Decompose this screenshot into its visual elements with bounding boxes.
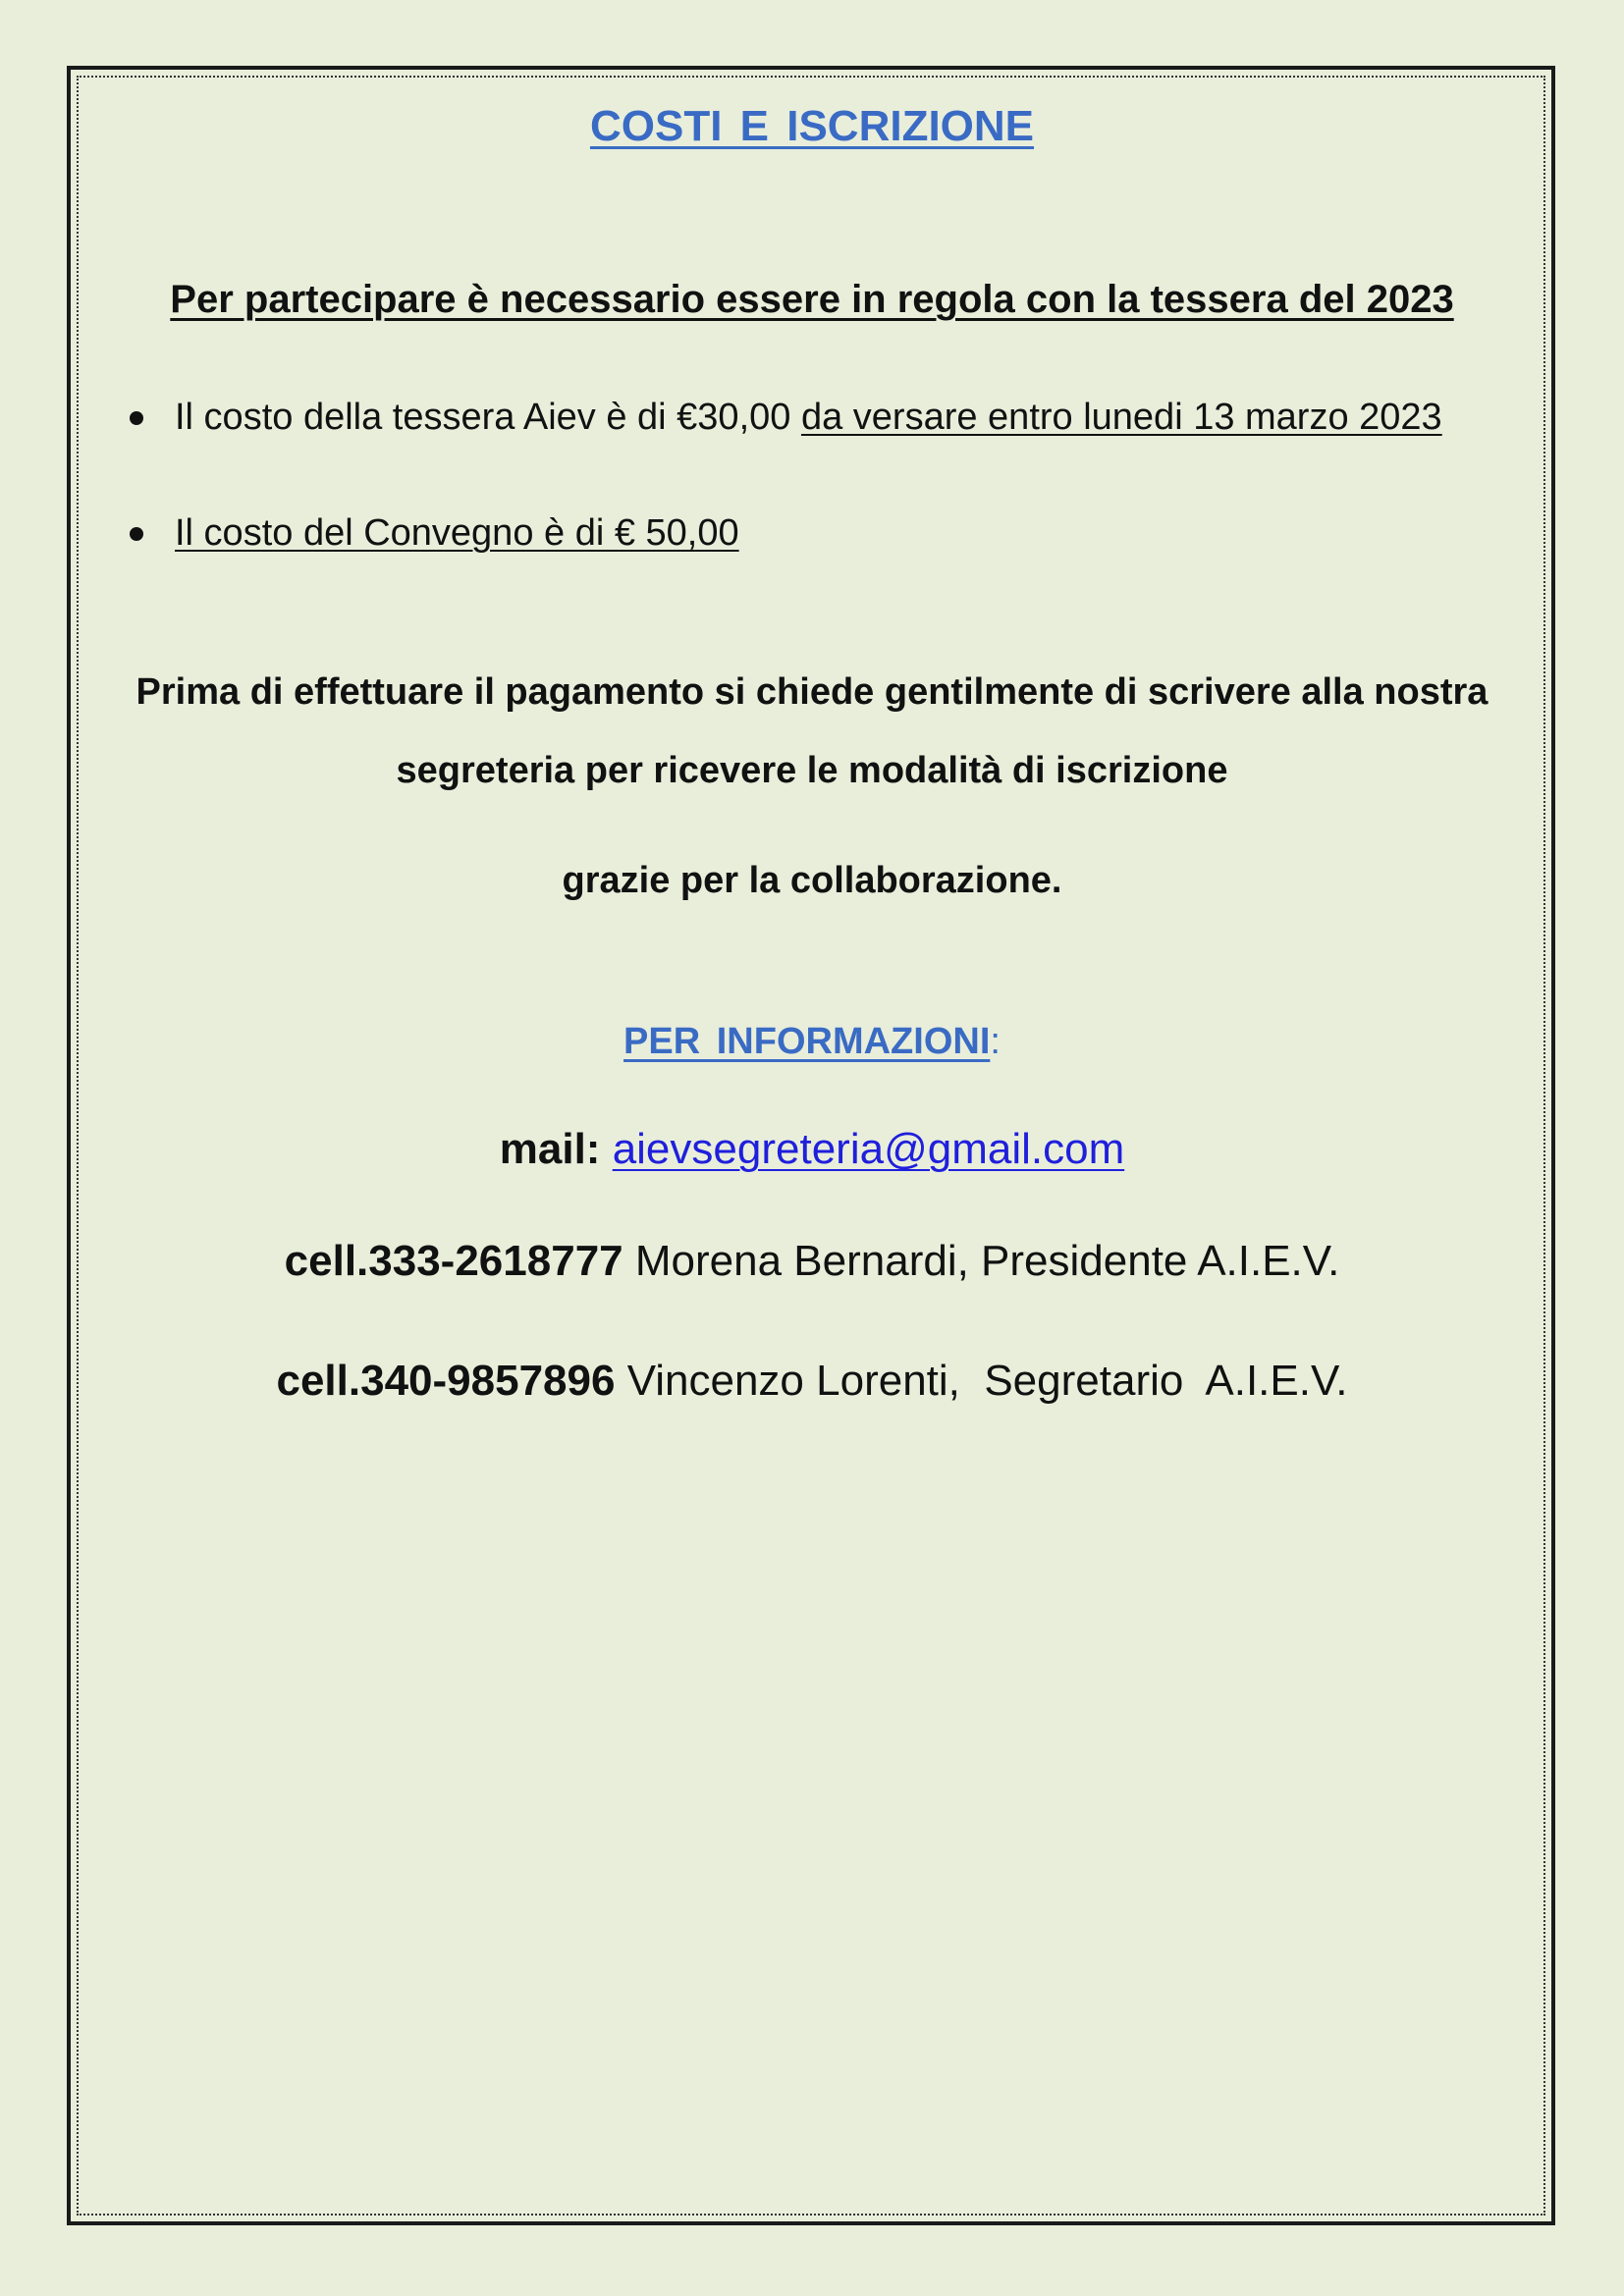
membership-cost-text: Il costo della tessera Aiev è di €30,00 — [175, 397, 801, 438]
list-item-membership-cost — [118, 391, 1442, 448]
contact-phone: cell.340-9857896 — [276, 1357, 616, 1405]
mail-line — [0, 1125, 1624, 1174]
membership-deadline-text: da versare entro lunedi 13 marzo 2023 — [800, 397, 1442, 438]
bullet-icon — [130, 411, 143, 425]
info-heading-colon: : — [990, 1021, 1001, 1062]
contact-president — [0, 1237, 1624, 1286]
info-heading — [0, 1021, 1624, 1063]
cost-list — [118, 391, 1442, 563]
thanks-note: grazie per la collaborazione. — [562, 860, 1062, 901]
membership-requirement: Per partecipare è necessario essere in regola con la tessera del 2023 — [170, 278, 1454, 321]
payment-notice-line-2: segreteria per ricevere le modalità di iscrizione — [396, 750, 1228, 791]
payment-notice-line-1: Prima di effettuare il pagamento si chiede gentilmente di scrivere alla nostra — [135, 671, 1489, 713]
convention-cost-text: Il costo del Convegno è di € 50,00 — [175, 512, 739, 554]
bullet-icon — [130, 527, 143, 541]
info-heading-label: PER INFORMAZIONI — [623, 1021, 991, 1062]
contact-name: Vincenzo Lorenti, Segretario A.I.E.V. — [615, 1357, 1348, 1405]
contact-phone: cell.333-2618777 — [284, 1237, 623, 1285]
email-link[interactable]: aievsegreteria@gmail.com — [612, 1125, 1125, 1173]
mail-label: mail: — [499, 1125, 613, 1173]
contact-name: Morena Bernardi, Presidente A.I.E.V. — [623, 1237, 1340, 1285]
list-item-convention-cost — [118, 507, 1442, 563]
page-title: COSTI E ISCRIZIONE — [589, 102, 1035, 150]
contact-secretary — [0, 1357, 1624, 1406]
